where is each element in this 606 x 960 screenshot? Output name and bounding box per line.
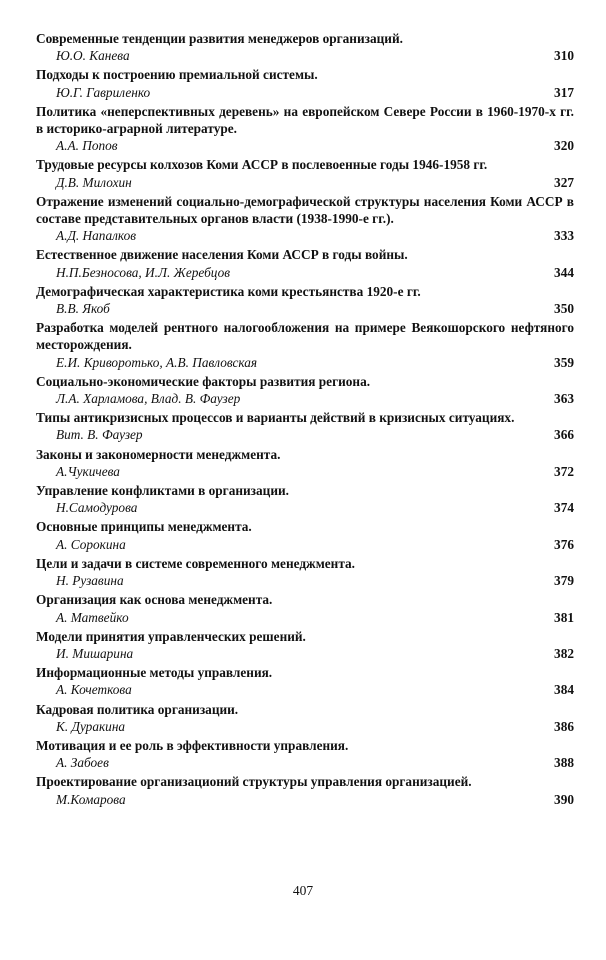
- entry-page-number: 350: [554, 301, 574, 317]
- toc-entry: [36, 283, 574, 317]
- entry-page-number: 374: [554, 500, 574, 516]
- entry-author-row: [36, 47, 574, 64]
- toc-entry: [36, 409, 574, 443]
- entry-author-row: [36, 390, 574, 407]
- entry-author: А.А. Попов: [56, 138, 118, 154]
- entry-title: Кадровая политика организации.: [36, 701, 239, 717]
- entry-author: А. Кочеткова: [56, 682, 132, 698]
- entry-author-row: [36, 536, 574, 553]
- toc-entry: [36, 446, 574, 480]
- entry-author-row: [36, 718, 574, 735]
- toc-entry: [36, 628, 574, 662]
- page-number-footer: 407: [292, 883, 314, 898]
- entry-author-row: [36, 426, 574, 443]
- entry-title: Организация как основа менеджмента.: [36, 592, 273, 608]
- entry-page-number: 333: [554, 228, 574, 244]
- entry-page-number: 376: [554, 536, 574, 552]
- entry-title: Политика «неперспективных деревень» на европейском Севере России в 1960-1970-х гг. в историко-аграрной литературе.: [36, 103, 574, 137]
- toc-entry: [36, 773, 574, 807]
- toc-entry: [36, 701, 574, 735]
- entry-page-number: 379: [554, 573, 574, 589]
- entry-page-number: 381: [554, 609, 574, 625]
- entry-title: Законы и закономерности менеджмента.: [36, 446, 281, 462]
- entry-page-number: 359: [554, 354, 574, 370]
- entry-title: Типы антикризисных процессов и варианты действий в кризисных ситуациях.: [36, 410, 515, 426]
- entry-author: Ю.О. Канева: [56, 48, 130, 64]
- entry-title: Цели и задачи в системе современного менеджмента.: [36, 555, 355, 571]
- toc-entry: [36, 66, 574, 100]
- entry-page-number: 344: [554, 264, 574, 280]
- entry-author: А.Чукичева: [56, 463, 120, 479]
- entry-page-number: 372: [554, 463, 574, 479]
- entry-title: Мотивация и ее роль в эффективности управления.: [36, 737, 349, 753]
- entry-author: Ю.Г. Гавриленко: [56, 84, 151, 100]
- entry-title: Отражение изменений социально-демографической структуры населения Коми АССР в составе представительных органов власти (1938-1990-е гг.).: [36, 193, 574, 227]
- entry-title: Основные принципы менеджмента.: [36, 519, 252, 535]
- entry-author: К. Дуракина: [56, 718, 126, 734]
- entry-page-number: 388: [554, 755, 574, 771]
- entry-author-row: [36, 300, 574, 317]
- toc-entry: [36, 482, 574, 516]
- entry-author: А.Д. Напалков: [56, 228, 137, 244]
- entry-author-row: [36, 174, 574, 191]
- entry-title: Управление конфликтами в организации.: [36, 483, 289, 499]
- entry-author-row: [36, 463, 574, 480]
- entry-page-number: 320: [554, 138, 574, 154]
- entry-author: М.Комарова: [56, 791, 126, 807]
- entry-author: Л.А. Харламова, Влад. В. Фаузер: [56, 391, 241, 407]
- entry-page-number: 366: [554, 427, 574, 443]
- entry-author: А. Сорокина: [56, 536, 126, 552]
- table-of-contents: [36, 30, 574, 810]
- toc-entry: [36, 555, 574, 589]
- entry-author-row: [36, 791, 574, 808]
- entry-title: Разработка моделей рентного налогообложения на примере Веякошорского нефтяного месторождения.: [36, 320, 574, 353]
- entry-author: А. Забоев: [56, 755, 109, 771]
- entry-page-number: 384: [554, 682, 574, 698]
- entry-author-row: [36, 264, 574, 281]
- entry-title: Проектирование организационий структуры управления организацией.: [36, 774, 472, 790]
- toc-entry: [36, 193, 574, 245]
- entry-author: А. Матвейко: [56, 609, 129, 625]
- entry-title: Социально-экономические факторы развития региона.: [36, 373, 371, 389]
- entry-page-number: 317: [554, 84, 574, 100]
- entry-title: Трудовые ресурсы колхозов Коми АССР в послевоенные годы 1946-1958 гг.: [36, 157, 488, 173]
- entry-author: Н.П.Безносова, И.Л. Жеребцов: [56, 264, 231, 280]
- toc-entry: [36, 664, 574, 698]
- entry-author-row: [36, 645, 574, 662]
- toc-entry: [36, 156, 574, 190]
- entry-title: Естественное движение населения Коми АССР в годы войны.: [36, 247, 408, 263]
- toc-entry: [36, 103, 574, 155]
- entry-author-row: [36, 609, 574, 626]
- toc-entry: [36, 246, 574, 280]
- entry-page-number: 386: [554, 718, 574, 734]
- toc-entry: [36, 373, 574, 407]
- entry-title: Модели принятия управленческих решений.: [36, 628, 306, 644]
- toc-entry: [36, 737, 574, 771]
- toc-entry: [36, 319, 574, 371]
- entry-author-row: [36, 681, 574, 698]
- entry-author: И. Мишарина: [56, 645, 134, 661]
- toc-entry: [36, 30, 574, 64]
- entry-author-row: [36, 227, 574, 244]
- entry-author: Д.В. Милохин: [56, 174, 132, 190]
- entry-page-number: 363: [554, 391, 574, 407]
- entry-page-number: 310: [554, 48, 574, 64]
- entry-author: Н.Самодурова: [56, 500, 138, 516]
- entry-author: Вит. В. Фаузер: [56, 427, 143, 443]
- entry-title: Подходы к построению премиальной системы.: [36, 67, 318, 83]
- entry-page-number: 382: [554, 645, 574, 661]
- toc-entry: [36, 591, 574, 625]
- entry-title: Демографическая характеристика коми крестьянства 1920-е гг.: [36, 283, 421, 299]
- entry-author-row: [36, 354, 574, 371]
- entry-title: Информационные методы управления.: [36, 665, 273, 681]
- entry-author: Н. Рузавина: [56, 573, 124, 589]
- entry-page-number: 390: [554, 791, 574, 807]
- entry-page-number: 327: [554, 174, 574, 190]
- entry-author: Е.И. Криворотько, А.В. Павловская: [56, 354, 258, 370]
- entry-author-row: [36, 572, 574, 589]
- entry-author: В.В. Якоб: [56, 301, 110, 317]
- toc-entry: [36, 518, 574, 552]
- entry-author-row: [36, 499, 574, 516]
- entry-author-row: [36, 754, 574, 771]
- entry-author-row: [36, 84, 574, 101]
- entry-author-row: [36, 137, 574, 154]
- entry-title: Современные тенденции развития менеджеров организаций.: [36, 31, 403, 46]
